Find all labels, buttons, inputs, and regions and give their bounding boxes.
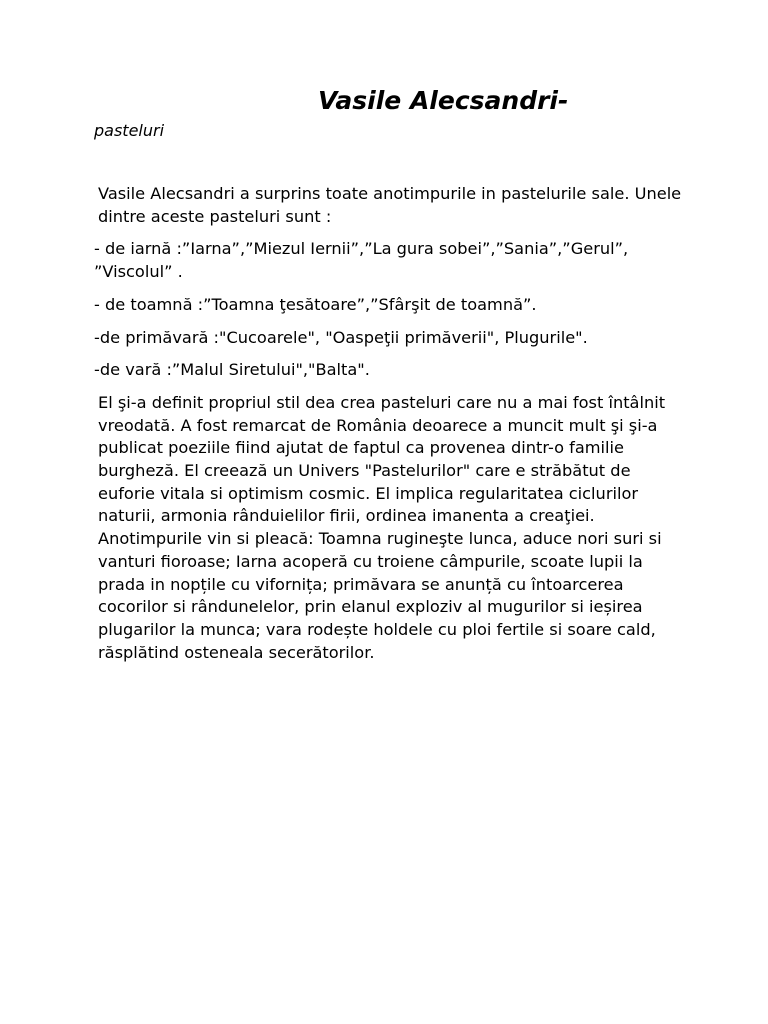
- winter-poems-paragraph: - de iarnă :”Iarna”,”Miezul Iernii”,”La gura sobei”,”Sania”,”Gerul”, ”Viscolul” .: [94, 239, 629, 282]
- autumn-poems-paragraph: - de toamnă :”Toamna ţesătoare”,”Sfârşit de toamnă”.: [94, 294, 537, 314]
- intro-paragraph: Vasile Alecsandri a surprins toate anotimpurile in pastelurile sale. Unele dintre aceste pasteluri sunt :: [98, 184, 682, 226]
- document-body: [94, 183, 684, 674]
- analysis-paragraph: El şi-a definit propriul stil dea crea pasteluri care nu a mai fost întâlnit vreodată. A fost remarcat de România deoarece a muncit mult şi şi-a publicat poeziile fiind ajutat de faptul ca provenea dintr-o familie burgheză. El creează un Univers "Pastelurilor" care e străbătut de euforie vitala si optimism cosmic. El implica regularitatea ciclurilor naturii, armonia rânduielilor firii, ordinea imanenta a creaţiei. Anotimpurile vin si pleacă: Toamna rugineşte lunca, aduce nori suri si vanturi fioroase; Iarna acoperă cu troiene câmpurile, scoate lupii la prada in nopțile cu vifornița; primăvara se anunță cu întoarcerea cocorilor si rândunelelor, prin elanul exploziv al mugurilor si ieșirea plugarilor la munca; vara rodește holdele cu ploi fertile si soare cald, răsplătind osteneala secerătorilor.: [98, 392, 666, 662]
- summer-poems-paragraph: -de vară :”Malul Siretului","Balta".: [94, 360, 370, 380]
- document-subtitle: pasteluri: [94, 121, 165, 140]
- document-title: Vasile Alecsandri-: [318, 86, 569, 115]
- spring-poems-paragraph: -de primăvară :"Cucoarele", "Oaspeţii primăverii", Plugurile".: [94, 327, 588, 347]
